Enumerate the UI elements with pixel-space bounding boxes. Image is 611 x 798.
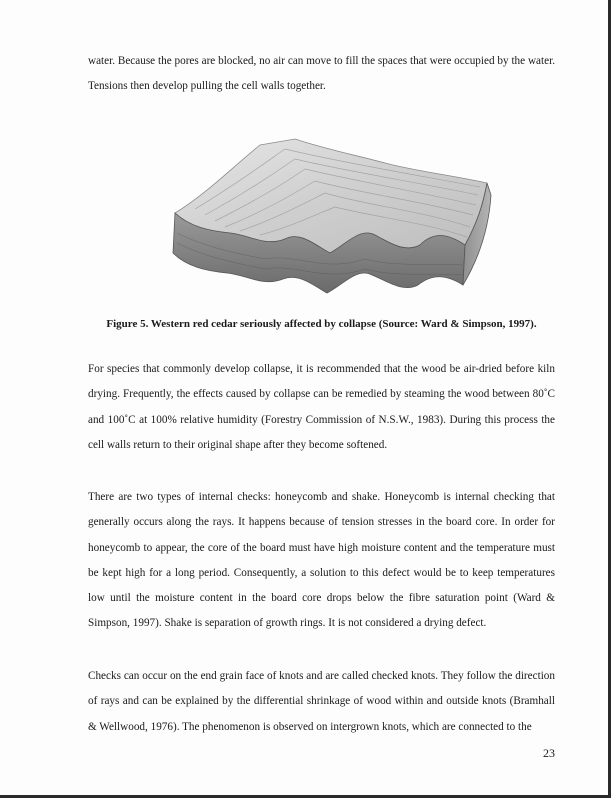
figure-caption: Figure 5. Western red cedar seriously affected by collapse (Source: Ward & Simpson, 1997).	[106, 318, 537, 330]
cedar-board-illustration	[165, 135, 495, 305]
wood-collapse-figure	[165, 135, 495, 305]
paragraph-internal-checks: There are two types of internal checks: honeycomb and shake. Honeycomb is internal checking that generally occurs along the rays. It happens because of tension stresses in the board core. In order for honeycomb to appear, the core of the board must have high moisture content and the temperature must be kept high for a long period. Consequently, a solution to this defect would be to keep temperatures low until the moisture content in the board core drops below the fibre saturation point (Ward & Simpson, 1997). Shake is separation of growth rings. It is not considered a drying defect.	[88, 491, 555, 630]
paragraph-collapse-remedy: For species that commonly develop collapse, it is recommended that the wood be air-dried before kiln drying. Frequently, the effects caused by collapse can be remedied by steaming the wood between 80˚C and 100˚C at 100% relative humidity (Forestry Commission of N.S.W., 1983). During this process the cell walls return to their original shape after they become softened.	[88, 363, 555, 451]
paragraph-checked-knots: Checks can occur on the end grain face of knots and are called checked knots. They follow the direction of rays and can be explained by the differential shrinkage of wood within and outside knots (Bramhall & Wellwood, 1976). The phenomenon is observed on intergrown knots, which are connected to the	[88, 670, 555, 733]
intro-paragraph: water. Because the pores are blocked, no air can move to fill the spaces that were occupied by the water. Tensions then develop pulling the cell walls together.	[88, 55, 555, 93]
page-number: 23	[543, 746, 555, 760]
